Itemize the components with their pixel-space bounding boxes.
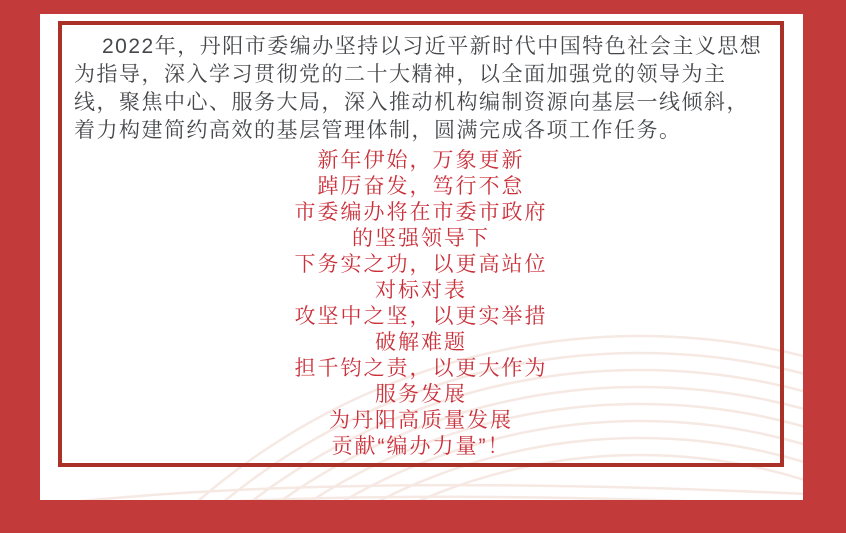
intro-paragraph: 2022年，丹阳市委编办坚持以习近平新时代中国特色社会主义思想为指导，深入学习贯彻党的二十大精神，以全面加强党的领导为主线，聚焦中心、服务大局，深入推动机构编制资源向基层一线倾斜，着力构建简约高效的基层管理体制，圆满完成各项工作任务。 xyxy=(74,35,763,142)
poem-line: 对标对表 xyxy=(375,279,467,302)
poem-line: 为丹阳高质量发展 xyxy=(329,409,513,432)
top-red-band xyxy=(0,0,846,14)
poem-line: 市委编办将在市委市政府 xyxy=(294,201,548,224)
poem-line: 新年伊始，万象更新 xyxy=(317,149,525,172)
poem-line: 担千钧之责，以更大作为 xyxy=(294,357,548,380)
poem-line: 踔厉奋发，笃行不怠 xyxy=(317,175,525,198)
poem-line: 服务发展 xyxy=(375,383,467,406)
poem-line: 攻坚中之坚，以更实举措 xyxy=(294,305,548,328)
bottom-red-band xyxy=(0,500,846,533)
poem-block xyxy=(62,148,780,460)
poem-line: 下务实之功，以更高站位 xyxy=(294,253,548,276)
content-frame xyxy=(58,21,784,467)
poem-line: 的坚强领导下 xyxy=(352,227,490,250)
poem-line: 破解难题 xyxy=(375,331,467,354)
left-red-band xyxy=(0,0,40,533)
right-red-band xyxy=(803,0,846,533)
poem-line: 贡献“编办力量”！ xyxy=(331,435,511,458)
